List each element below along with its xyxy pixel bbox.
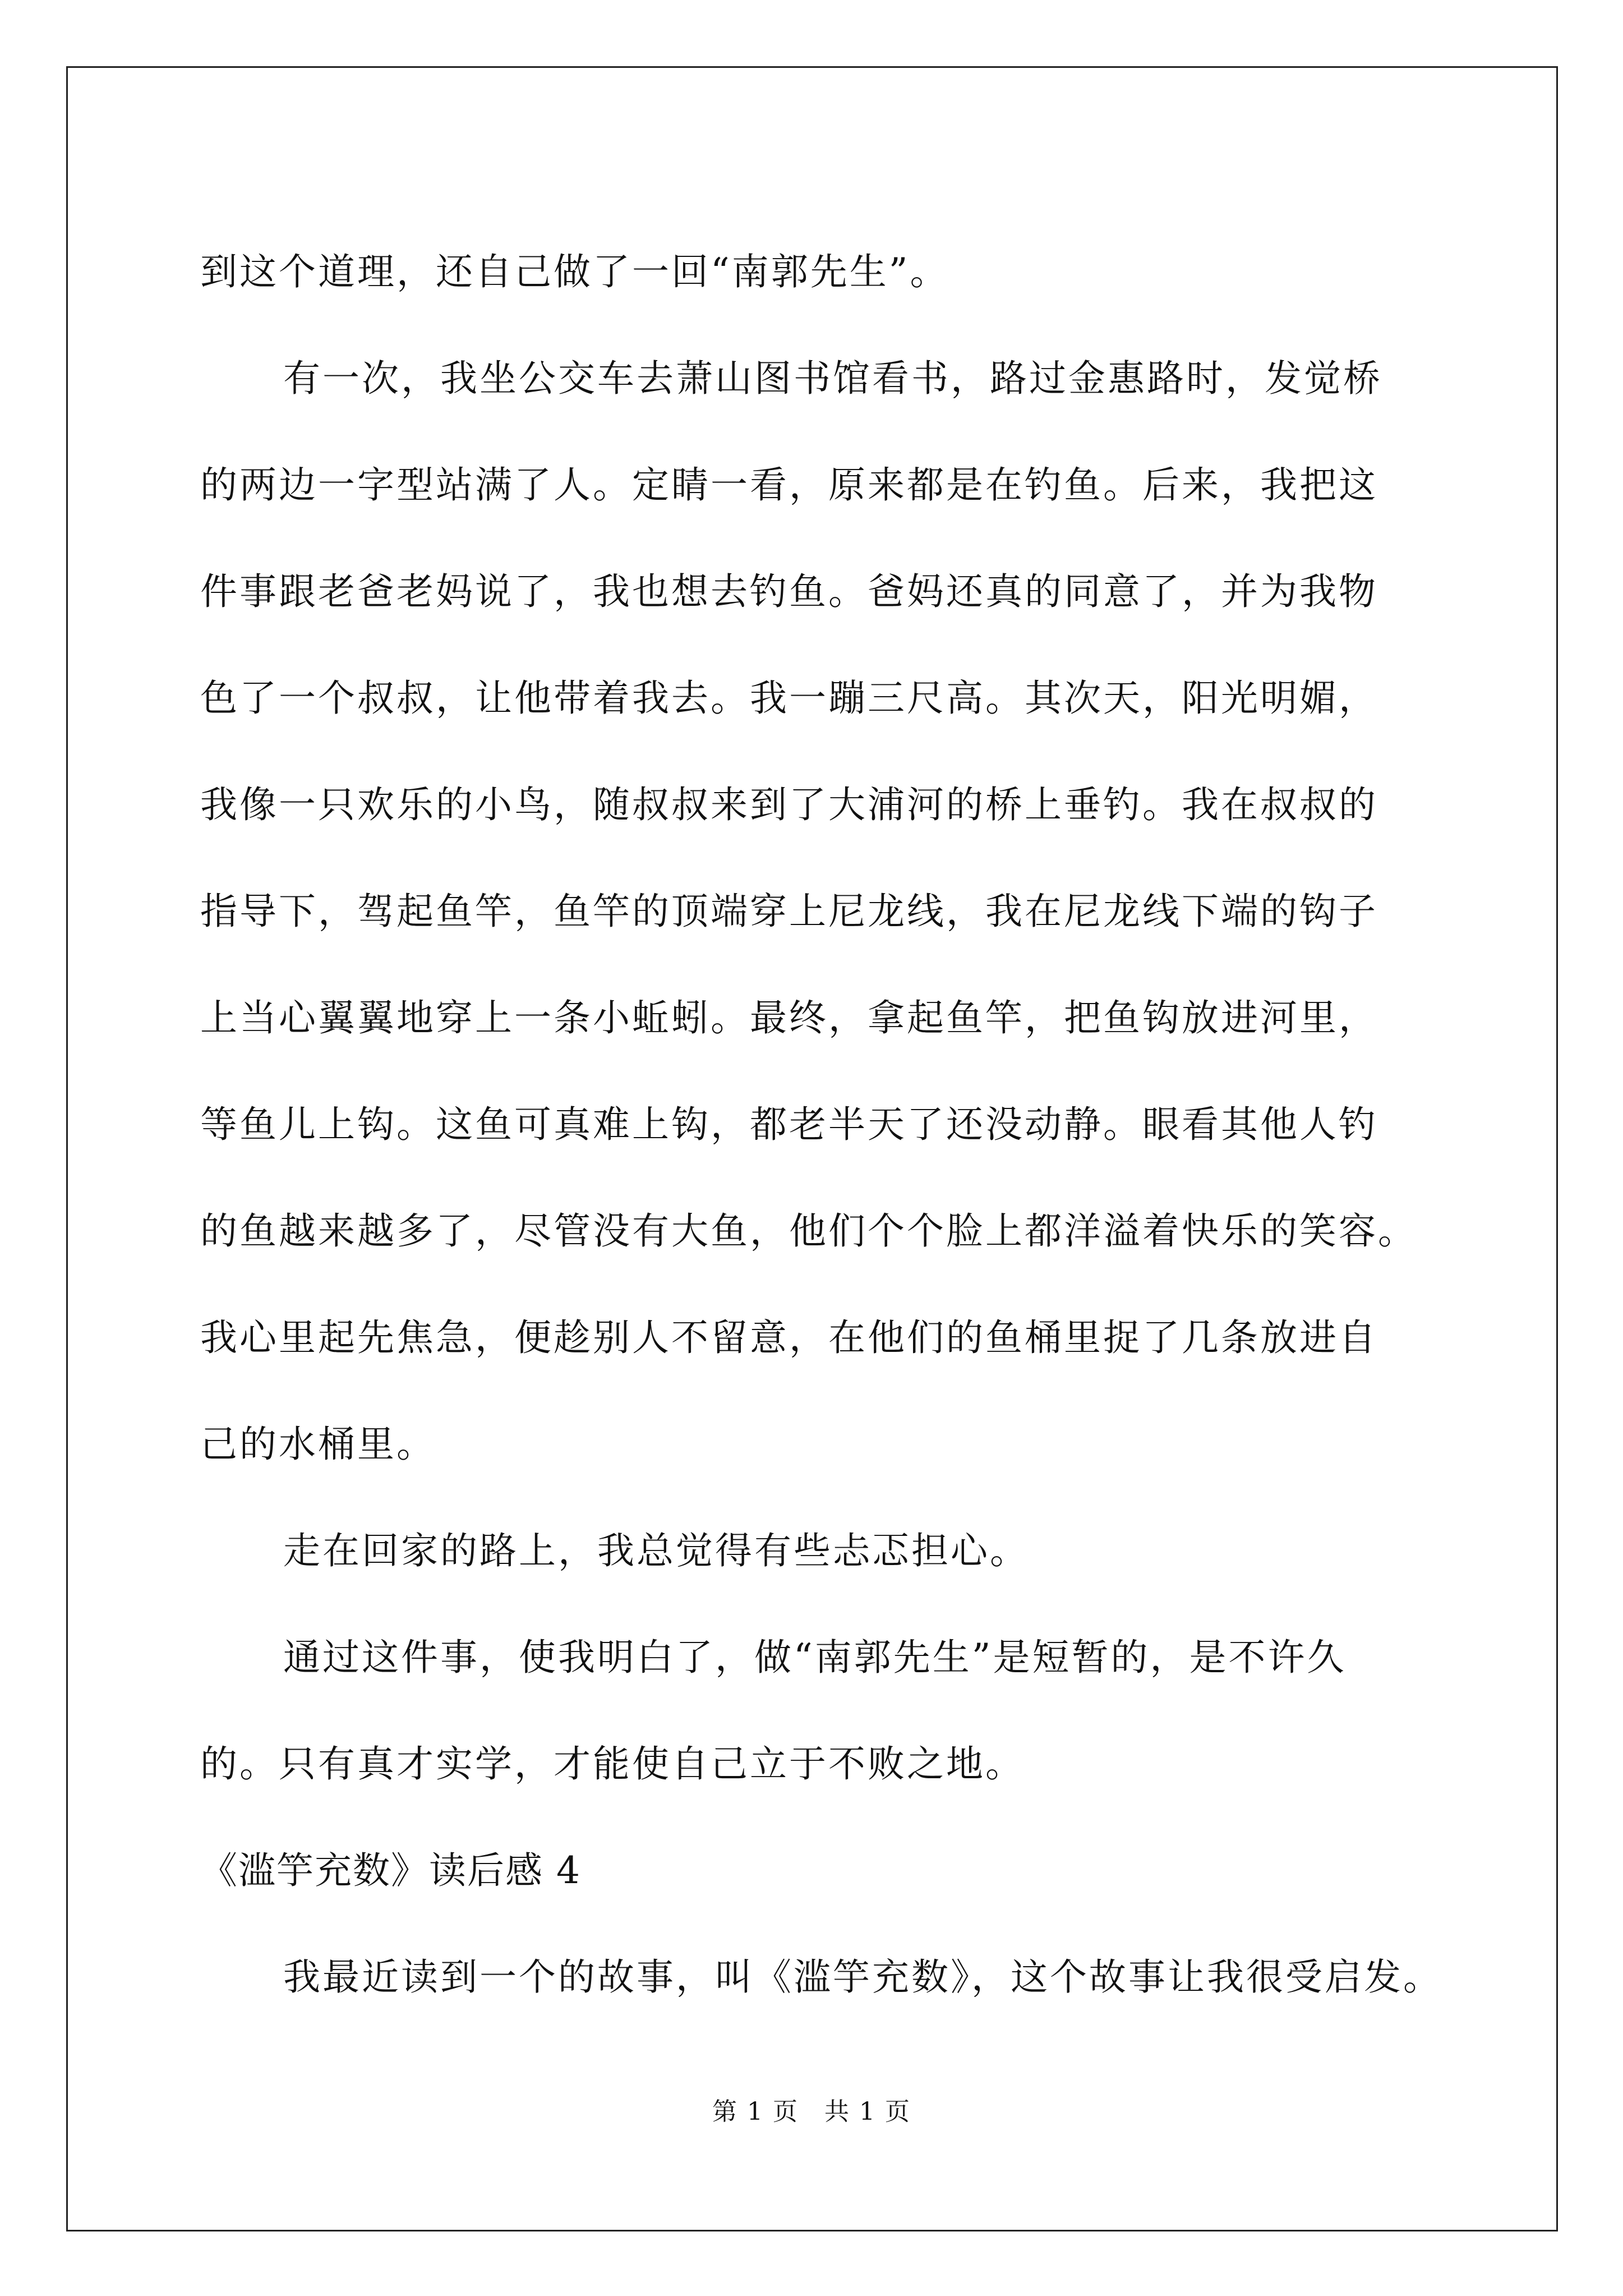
text-line: 等鱼儿上钩。这鱼可真难上钩，都老半天了还没动静。眼看其他人钓 xyxy=(200,1103,1378,1146)
text-line: 我心里起先焦急，便趁别人不留意，在他们的鱼桶里捉了几条放进自 xyxy=(200,1316,1378,1359)
text-line: 我最近读到一个的故事，叫《滥竽充数》，这个故事让我很受启发。 xyxy=(283,1955,1442,1999)
text-line: 的鱼越来越多了，尽管没有大鱼，他们个个脸上都洋溢着快乐的笑容。 xyxy=(200,1209,1417,1253)
text-line: 我像一只欢乐的小鸟，随叔叔来到了大浦河的桥上垂钓。我在叔叔的 xyxy=(200,783,1378,826)
page-footer: 第 1 页 共 1 页 xyxy=(712,2097,911,2126)
text-line: 有一次，我坐公交车去萧山图书馆看书，路过金惠路时，发觉桥 xyxy=(283,357,1382,400)
text-line: 的。只有真才实学，才能使自己立于不败之地。 xyxy=(200,1742,1025,1786)
text-line: 的两边一字型站满了人。定睛一看，原来都是在钓鱼。后来，我把这 xyxy=(200,463,1378,507)
section-heading: 《滥竽充数》读后感 4 xyxy=(200,1849,581,1892)
text-line: 指导下，驾起鱼竿，鱼竿的顶端穿上尼龙线，我在尼龙线下端的钩子 xyxy=(200,890,1378,933)
text-line: 通过这件事，使我明白了，做“南郭先生”是短暂的，是不许久 xyxy=(283,1636,1347,1679)
text-line: 己的水桶里。 xyxy=(200,1423,436,1466)
document-body xyxy=(200,219,1440,2031)
text-line: 到这个道理，还自己做了一回“南郭先生”。 xyxy=(200,250,949,293)
text-line: 色了一个叔叔，让他带着我去。我一蹦三尺高。其次天，阳光明媚， xyxy=(200,677,1378,720)
text-line: 上当心翼翼地穿上一条小蚯蚓。最终，拿起鱼竿，把鱼钩放进河里， xyxy=(200,996,1378,1039)
text-line: 走在回家的路上，我总觉得有些忐忑担心。 xyxy=(283,1529,1029,1572)
text-line: 件事跟老爸老妈说了，我也想去钓鱼。爸妈还真的同意了，并为我物 xyxy=(200,570,1378,613)
